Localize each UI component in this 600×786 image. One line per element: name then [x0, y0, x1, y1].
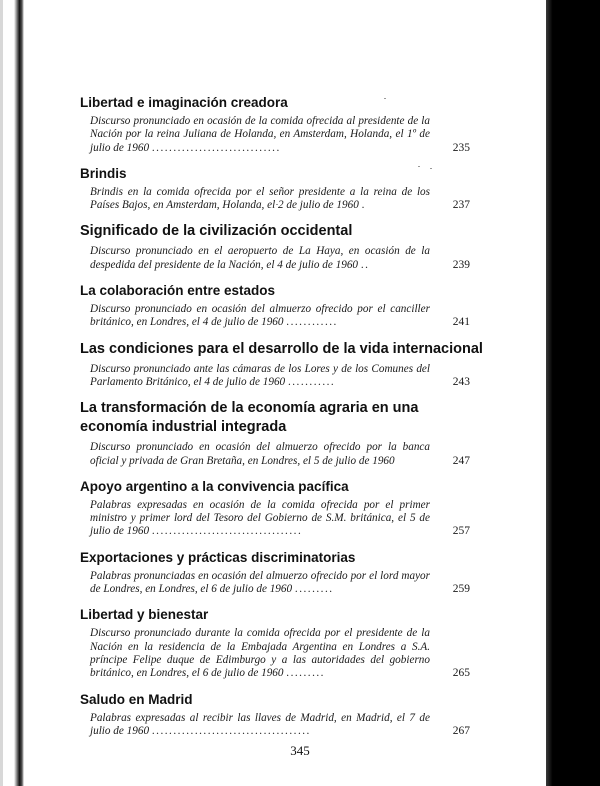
description-text: Discurso pronunciado ante las cámaras de los Lores y de los Comunes del Parlamento Británico, el 4 de julio de 1960: [90, 362, 430, 388]
dot-leader: ..: [360, 258, 370, 271]
entry-title: Las condiciones para el desarrollo de la vida internacional: [80, 340, 483, 357]
page-left-edge: [0, 0, 3, 786]
entry-title: Libertad e imaginación creadora: [80, 95, 288, 110]
toc-entry: [80, 399, 470, 468]
page-reference: 241: [452, 316, 470, 329]
toc-entry: [80, 94, 470, 155]
page-reference: 257: [452, 525, 470, 538]
toc-entry: [80, 549, 470, 597]
dot-leader: .........: [294, 583, 334, 596]
page-reference: 235: [452, 141, 470, 154]
toc-entry: [80, 478, 470, 539]
scan-right-border: [546, 0, 600, 786]
toc-entry: [80, 606, 470, 680]
page-number: 345: [290, 743, 310, 758]
entry-description: [90, 441, 470, 468]
page-reference: 237: [452, 199, 470, 212]
dot-leader: .........: [286, 667, 325, 680]
description-text: Discurso pronunciado en ocasión del almuerzo ofrecido por el canciller británico, en Londres, el 4 de julio de 1960: [90, 303, 430, 329]
entry-title: Significado de la civilización occidental: [80, 223, 353, 240]
description-text: Discurso pronunciado en ocasión de la comida ofrecida al presidente de la Nación por la reina Juliana de Holanda, en Amsterdam, Holanda, el 1º de julio de 1960: [90, 115, 430, 154]
page-reference: 265: [452, 667, 470, 680]
table-of-contents: [80, 94, 483, 748]
page-reference: 259: [452, 583, 470, 596]
toc-entry: [80, 691, 470, 739]
dot-leader: .....................................: [151, 724, 311, 737]
page-reference: 247: [452, 454, 470, 467]
entry-description: [90, 186, 470, 213]
entry-title: Saludo en Madrid: [80, 691, 193, 707]
entry-title: La transformación de la economía agraria en una economía industrial integrada: [80, 400, 419, 436]
entry-title: La colaboración entre estados: [80, 283, 276, 299]
page-reference: 267: [452, 724, 470, 737]
page-reference: 239: [452, 258, 470, 271]
description-text: Palabras expresadas en ocasión de la comida ofrecida por el primer ministro y primer lord del Tesoro del Gobierno de S.M. británica, el 5 de julio de 1960: [90, 498, 430, 538]
book-spine-shadow: [14, 0, 24, 786]
entry-title: Libertad y bienestar: [80, 607, 209, 623]
entry-description: [90, 570, 470, 597]
entry-description: [90, 115, 470, 155]
description-text: Brindis en la comida ofrecida por el señor presidente a la reina de los Países Bajos, en Amsterdam, Holanda, el 2 de julio de 1960: [90, 185, 430, 212]
dot-leader: ...........: [287, 375, 336, 388]
toc-entry: [80, 340, 483, 390]
dot-leader: .: [361, 199, 366, 212]
page-reference: 243: [452, 375, 470, 388]
dot-leader: ............: [286, 316, 338, 329]
description-text: Discurso pronunciado en el aeropuerto de La Haya, en ocasión de la despedida del presidente de la Nación, el 4 de julio de 1960: [90, 245, 430, 271]
entry-description: [90, 499, 470, 539]
dot-leader: ..............................: [151, 141, 281, 154]
description-text: Discurso pronunciado en ocasión del almuerzo ofrecido por la banca oficial y privada de Gran Bretaña, en Londres, el 5 de julio de 1960: [90, 441, 430, 467]
entry-description: [90, 363, 470, 390]
description-text: Discurso pronunciado durante la comida ofrecida por el presidente de la Nación en la residencia de la Embajada Argentina en Londres a S.A. príncipe Felipe duque de Edimburgo y a las autoridades del gobierno británico, en Londres, el 6 de julio de 1960: [90, 627, 430, 680]
entry-title: Exportaciones y prácticas discriminatorias: [80, 549, 356, 565]
entry-description: [90, 627, 470, 680]
description-text: Palabras pronunciadas en ocasión del almuerzo ofrecido por el lord mayor de Londres, en Londres, el 6 de julio de 1960: [90, 569, 430, 596]
entry-title: Brindis: [80, 165, 127, 181]
toc-entry: [80, 282, 470, 330]
toc-entry: [80, 165, 470, 213]
description-text: Palabras expresadas al recibir las llaves de Madrid, en Madrid, el 7 de julio de 1960: [90, 711, 430, 737]
entry-description: [90, 245, 470, 272]
entry-description: [90, 712, 470, 739]
entry-title: Apoyo argentino a la convivencia pacífica: [80, 478, 349, 494]
toc-entry: [80, 222, 470, 272]
dot-leader: ...................................: [151, 525, 303, 538]
entry-description: [90, 303, 470, 330]
